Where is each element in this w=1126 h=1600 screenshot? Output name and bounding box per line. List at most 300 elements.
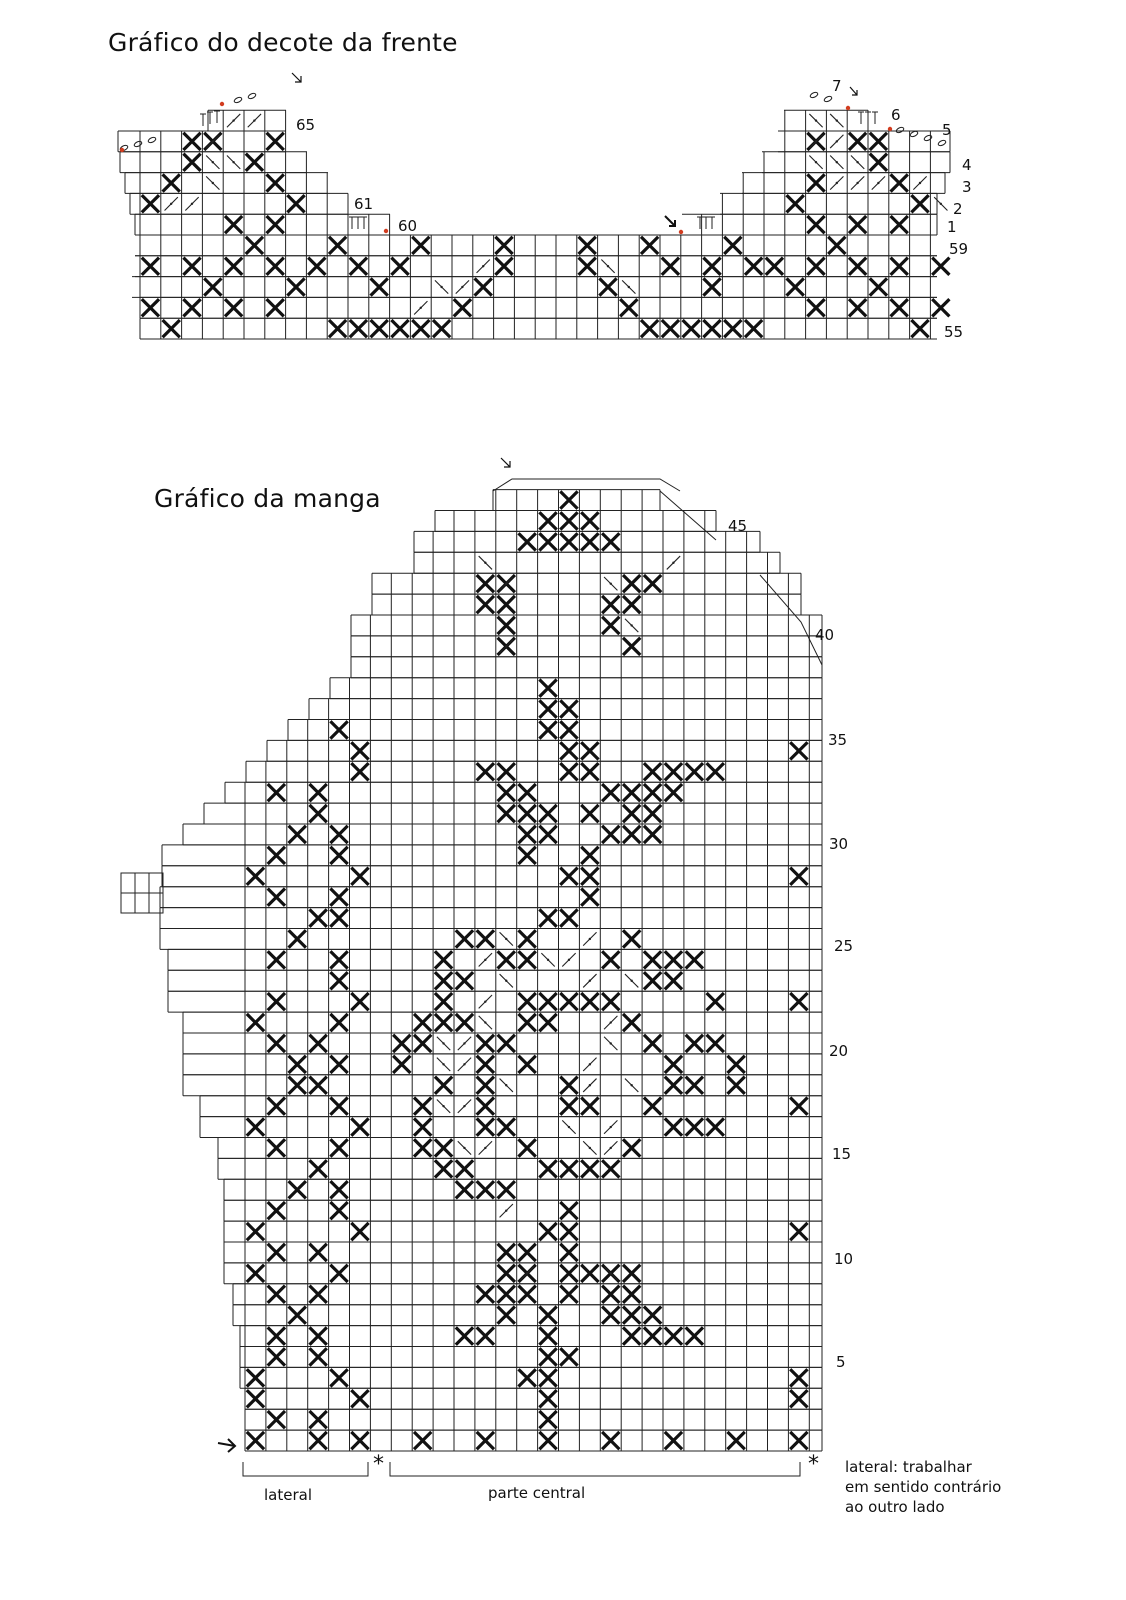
sleeve-row-label-30: 30 <box>829 835 849 853</box>
filled-block-x <box>457 931 472 946</box>
filled-block-x <box>541 827 556 842</box>
filled-block-x <box>520 1140 535 1155</box>
filled-block-x <box>892 300 907 315</box>
filled-block-x <box>394 1057 409 1072</box>
filled-block-x <box>624 785 639 800</box>
filled-block-x <box>269 1287 284 1302</box>
filled-block-x <box>788 280 803 295</box>
filled-block-x <box>624 1266 639 1281</box>
filled-block-x <box>561 869 576 884</box>
stitch-dot <box>484 1021 486 1023</box>
filled-block-x <box>332 1140 347 1155</box>
filled-block-x <box>541 1349 556 1364</box>
filled-block-x <box>561 1349 576 1364</box>
filled-block-x <box>603 827 618 842</box>
filled-block-x <box>561 1224 576 1239</box>
filled-block-x <box>561 1266 576 1281</box>
filled-block-x <box>372 280 387 295</box>
filled-block-x <box>708 1120 723 1135</box>
filled-block-x <box>746 259 761 274</box>
filled-block-x <box>687 1120 702 1135</box>
row-label-6: 6 <box>891 106 901 124</box>
filled-block-x <box>624 1015 639 1030</box>
filled-block-x <box>143 259 158 274</box>
filled-block-x <box>582 1266 597 1281</box>
filled-block-x <box>311 1078 326 1093</box>
filled-block-x <box>478 576 493 591</box>
star-mark-right: * <box>808 1452 819 1477</box>
filled-block-x <box>850 134 865 149</box>
filled-block-x <box>268 176 283 191</box>
filled-block-x <box>541 1224 556 1239</box>
filled-block-x <box>436 1140 451 1155</box>
filled-block-x <box>478 1036 493 1051</box>
filled-block-x <box>663 321 678 336</box>
stub-cell <box>149 893 163 913</box>
stitch-dot <box>463 1063 465 1065</box>
filled-block-x <box>582 806 597 821</box>
stitch-dot <box>610 1147 612 1149</box>
filled-block-x <box>746 321 761 336</box>
stitch-dot <box>442 1042 444 1044</box>
row-label-7: 7 <box>832 77 842 95</box>
filled-block-x <box>645 827 660 842</box>
filled-block-x <box>541 534 556 549</box>
filled-block-x <box>434 321 449 336</box>
filled-block-x <box>541 1370 556 1385</box>
row-label-55: 55 <box>944 323 964 341</box>
filled-block-x <box>415 1015 430 1030</box>
filled-block-x <box>541 994 556 1009</box>
row-label-5: 5 <box>942 121 952 139</box>
filled-block-x <box>645 785 660 800</box>
filled-block-x <box>541 1329 556 1344</box>
filled-block-x <box>642 321 657 336</box>
filled-block-x <box>809 259 824 274</box>
chain-stitch-oval <box>923 134 932 141</box>
stitch-dot <box>232 161 234 163</box>
filled-block-x <box>666 785 681 800</box>
filled-block-x <box>415 1036 430 1051</box>
sleeve-cap-edge <box>660 491 716 540</box>
note-line-3: ao outro lado <box>845 1498 945 1516</box>
stitch-dot <box>170 203 172 205</box>
filled-block-x <box>497 259 512 274</box>
filled-block-x <box>791 1433 806 1448</box>
filled-block-x <box>455 300 470 315</box>
filled-block-x <box>268 259 283 274</box>
filled-block-x <box>809 217 824 232</box>
filled-block-x <box>226 259 241 274</box>
filled-block-x <box>436 1161 451 1176</box>
filled-block-x <box>226 300 241 315</box>
filled-block-x <box>624 597 639 612</box>
filled-block-x <box>457 1161 472 1176</box>
filled-block-x <box>457 1329 472 1344</box>
stitch-dot <box>505 582 507 584</box>
filled-block-x <box>520 994 535 1009</box>
row-label-59: 59 <box>949 240 969 258</box>
filled-block-x <box>541 1308 556 1323</box>
filled-block-x <box>520 1057 535 1072</box>
filled-block-x <box>352 764 367 779</box>
row-start-dot <box>846 106 850 110</box>
filled-block-x <box>185 134 200 149</box>
filled-block-x <box>561 764 576 779</box>
filled-block-x <box>248 1266 263 1281</box>
filled-block-x <box>603 1161 618 1176</box>
stitch-dot <box>815 119 817 121</box>
filled-block-x <box>248 1224 263 1239</box>
filled-block-x <box>561 1203 576 1218</box>
filled-block-x <box>645 1036 660 1051</box>
filled-block-x <box>520 1370 535 1385</box>
sleeve-row-label-20: 20 <box>829 1042 849 1060</box>
filled-block-x <box>624 1308 639 1323</box>
filled-block-x <box>624 576 639 591</box>
filled-block-x <box>478 1433 493 1448</box>
sleeve-row-label-5: 5 <box>836 1353 846 1371</box>
stitch-dot <box>610 1272 612 1274</box>
stitch-dot <box>484 1147 486 1149</box>
chain-stitch-oval <box>937 139 946 146</box>
filled-block-x <box>413 238 428 253</box>
stitch-dot <box>568 1126 570 1128</box>
stub-cell <box>135 873 149 893</box>
filled-block-x <box>561 513 576 528</box>
filled-block-x <box>311 1036 326 1051</box>
filled-block-x <box>603 534 618 549</box>
stitch-dot <box>232 119 234 121</box>
sleeve-row-label-25: 25 <box>834 937 854 955</box>
filled-block-x <box>269 1245 284 1260</box>
filled-block-x <box>269 785 284 800</box>
filled-block-x <box>582 848 597 863</box>
filled-block-x <box>913 321 928 336</box>
filled-block-x <box>290 1182 305 1197</box>
filled-block-x <box>143 300 158 315</box>
star-mark-left: * <box>373 1452 384 1477</box>
row-label-65: 65 <box>296 116 316 134</box>
filled-block-x <box>269 1329 284 1344</box>
filled-block-x <box>850 259 865 274</box>
filled-block-x <box>725 321 740 336</box>
neck-start-arrow-icon <box>665 216 675 226</box>
filled-block-x <box>332 952 347 967</box>
filled-block-x <box>520 1287 535 1302</box>
row-start-dot <box>888 127 892 131</box>
row-start-dot <box>120 148 124 152</box>
filled-block-x <box>705 259 720 274</box>
filled-block-x <box>892 176 907 191</box>
filled-block-x <box>791 994 806 1009</box>
sleeve-chart-title: Gráfico da manga <box>154 484 381 513</box>
filled-block-x <box>185 300 200 315</box>
filled-block-x <box>478 1120 493 1135</box>
filled-block-x <box>561 1245 576 1260</box>
filled-block-x <box>415 1120 430 1135</box>
stitch-dot <box>836 161 838 163</box>
filled-block-x <box>725 238 740 253</box>
filled-block-x <box>499 806 514 821</box>
center-bracket <box>390 1462 800 1476</box>
chain-stitch-oval <box>147 136 156 143</box>
filled-block-x <box>248 1433 263 1448</box>
filled-block-x <box>541 1015 556 1030</box>
filled-block-x <box>311 911 326 926</box>
filled-block-x <box>499 618 514 633</box>
sleeve-row-label-40: 40 <box>815 626 835 644</box>
filled-block-x <box>729 1433 744 1448</box>
filled-block-x <box>311 1349 326 1364</box>
stub-cell <box>135 893 149 913</box>
stitch-dot <box>630 980 632 982</box>
filled-block-x <box>413 321 428 336</box>
filled-block-x <box>624 639 639 654</box>
stitch-dot <box>484 562 486 564</box>
row-label-4: 4 <box>962 156 972 174</box>
filled-block-x <box>332 1370 347 1385</box>
stitch-dot <box>589 980 591 982</box>
filled-block-x <box>541 806 556 821</box>
filled-block-x <box>582 994 597 1009</box>
stitch-dot <box>463 1042 465 1044</box>
row-label-2: 2 <box>953 200 963 218</box>
filled-block-x <box>415 1099 430 1114</box>
filled-block-x <box>561 743 576 758</box>
filled-block-x <box>561 1078 576 1093</box>
filled-block-x <box>645 1308 660 1323</box>
filled-block-x <box>791 1099 806 1114</box>
filled-block-x <box>582 513 597 528</box>
filled-block-x <box>309 259 324 274</box>
stitch-dot <box>463 1147 465 1149</box>
stitch-dot <box>589 938 591 940</box>
fasten-off-arrow-icon <box>501 458 510 467</box>
filled-block-x <box>645 952 660 967</box>
filled-block-x <box>332 890 347 905</box>
filled-block-x <box>582 1161 597 1176</box>
stitch-dot <box>505 938 507 940</box>
filled-block-x <box>520 952 535 967</box>
stitch-dot <box>212 182 214 184</box>
filled-block-x <box>871 134 886 149</box>
sleeve-row-label-10: 10 <box>834 1250 854 1268</box>
filled-block-x <box>289 196 304 211</box>
neckline-chart-grid <box>118 91 950 339</box>
filled-block-x <box>352 994 367 1009</box>
filled-block-x <box>268 134 283 149</box>
filled-block-x <box>645 1099 660 1114</box>
filled-block-x <box>561 1099 576 1114</box>
filled-block-x <box>352 1120 367 1135</box>
filled-block-x <box>499 1266 514 1281</box>
filled-block-x <box>791 869 806 884</box>
filled-block-x <box>436 952 451 967</box>
filled-block-x <box>332 1099 347 1114</box>
stitch-dot <box>440 286 442 288</box>
filled-block-x <box>290 1078 305 1093</box>
chain-stitch-oval <box>823 95 832 102</box>
filled-block-x <box>415 1140 430 1155</box>
filled-block-x <box>666 973 681 988</box>
row-label-3: 3 <box>962 178 972 196</box>
stitch-dot <box>628 286 630 288</box>
filled-block-x <box>687 764 702 779</box>
filled-block-x <box>478 764 493 779</box>
filled-block-x <box>582 764 597 779</box>
filled-block-x <box>269 890 284 905</box>
stitch-dot <box>856 182 858 184</box>
stitch-dot <box>815 140 817 142</box>
filled-block-x <box>290 931 305 946</box>
filled-block-x <box>352 1391 367 1406</box>
stitch-dot <box>442 1105 444 1107</box>
filled-block-x <box>205 280 220 295</box>
filled-block-x <box>164 321 179 336</box>
stitch-dot <box>836 140 838 142</box>
filled-block-x <box>269 1412 284 1427</box>
stitch-dot <box>940 203 942 205</box>
filled-block-x <box>829 238 844 253</box>
filled-block-x <box>499 1245 514 1260</box>
filled-block-x <box>332 911 347 926</box>
filled-block-x <box>185 259 200 274</box>
filled-block-x <box>311 1412 326 1427</box>
filled-block-x <box>603 597 618 612</box>
stitch-dot <box>484 959 486 961</box>
filled-block-x <box>248 1370 263 1385</box>
filled-block-x <box>143 196 158 211</box>
sleeve-chart-grid <box>121 479 822 1451</box>
filled-block-x <box>457 1015 472 1030</box>
filled-block-x <box>248 1391 263 1406</box>
filled-block-x <box>352 869 367 884</box>
chain-stitch-oval <box>247 92 256 99</box>
filled-block-x <box>352 743 367 758</box>
stitch-dot <box>836 182 838 184</box>
filled-block-x <box>580 238 595 253</box>
filled-block-x <box>332 722 347 737</box>
filled-block-x <box>332 1182 347 1197</box>
stitch-dot <box>461 286 463 288</box>
stitch-dot <box>610 582 612 584</box>
filled-block-x <box>311 806 326 821</box>
filled-block-x <box>603 1433 618 1448</box>
filled-block-x <box>561 1287 576 1302</box>
neck-arrow-icon <box>292 73 301 82</box>
stitch-dot <box>856 161 858 163</box>
stitch-dot <box>482 265 484 267</box>
filled-block-x <box>436 1078 451 1093</box>
stitch-dot <box>191 203 193 205</box>
filled-block-x <box>393 321 408 336</box>
filled-block-x <box>788 196 803 211</box>
filled-block-x <box>541 1412 556 1427</box>
filled-block-x <box>269 1140 284 1155</box>
stitch-dot <box>484 1000 486 1002</box>
filled-block-x <box>582 869 597 884</box>
filled-block-x <box>729 1057 744 1072</box>
row-label-61: 61 <box>354 195 374 213</box>
filled-block-x <box>582 534 597 549</box>
row-start-dot <box>220 102 224 106</box>
stitch-dot <box>589 1147 591 1149</box>
filled-block-x <box>332 848 347 863</box>
filled-block-x <box>708 1036 723 1051</box>
filled-block-x <box>332 1266 347 1281</box>
stitch-dot <box>836 119 838 121</box>
filled-block-x <box>268 300 283 315</box>
filled-block-x <box>666 764 681 779</box>
filled-block-x <box>541 911 556 926</box>
filled-block-x <box>499 952 514 967</box>
filled-block-x <box>601 280 616 295</box>
filled-block-x <box>499 1036 514 1051</box>
filled-block-x <box>499 764 514 779</box>
filled-block-x <box>269 848 284 863</box>
filled-block-x <box>436 1015 451 1030</box>
note-line-1: lateral: trabalhar <box>845 1458 972 1476</box>
row-label-1: 1 <box>947 218 957 236</box>
stub-cell <box>121 893 135 913</box>
lateral-bracket <box>243 1462 368 1476</box>
filled-block-x <box>541 681 556 696</box>
filled-block-x <box>645 806 660 821</box>
filled-block-x <box>580 259 595 274</box>
stitch-dot <box>463 1105 465 1107</box>
start-arrow-icon <box>218 1439 235 1452</box>
stitch-dot <box>505 980 507 982</box>
filled-block-x <box>791 743 806 758</box>
filled-block-x <box>708 764 723 779</box>
filled-block-x <box>933 259 948 274</box>
filled-block-x <box>478 1182 493 1197</box>
stitch-dot <box>505 645 507 647</box>
filled-block-x <box>666 1329 681 1344</box>
filled-block-x <box>269 994 284 1009</box>
filled-block-x <box>520 534 535 549</box>
filled-block-x <box>226 217 241 232</box>
stitch-dot <box>815 161 817 163</box>
stitch-dot <box>212 161 214 163</box>
filled-block-x <box>268 217 283 232</box>
stitch-dot <box>589 1063 591 1065</box>
filled-block-x <box>624 1140 639 1155</box>
filled-block-x <box>561 722 576 737</box>
filled-block-x <box>269 952 284 967</box>
filled-block-x <box>850 300 865 315</box>
row-start-dot <box>384 229 388 233</box>
filled-block-x <box>478 1099 493 1114</box>
stitch-dot <box>547 959 549 961</box>
stitch-dot <box>568 959 570 961</box>
filled-block-x <box>624 1329 639 1344</box>
filled-block-x <box>289 280 304 295</box>
filled-block-x <box>809 300 824 315</box>
stitch-dot <box>877 182 879 184</box>
stub-cell <box>149 873 163 893</box>
filled-block-x <box>351 259 366 274</box>
filled-block-x <box>311 1329 326 1344</box>
stitch-dot <box>420 307 422 309</box>
filled-block-x <box>478 1057 493 1072</box>
filled-block-x <box>541 513 556 528</box>
filled-block-x <box>520 1245 535 1260</box>
filled-block-x <box>332 1057 347 1072</box>
filled-block-x <box>311 785 326 800</box>
filled-block-x <box>185 155 200 170</box>
